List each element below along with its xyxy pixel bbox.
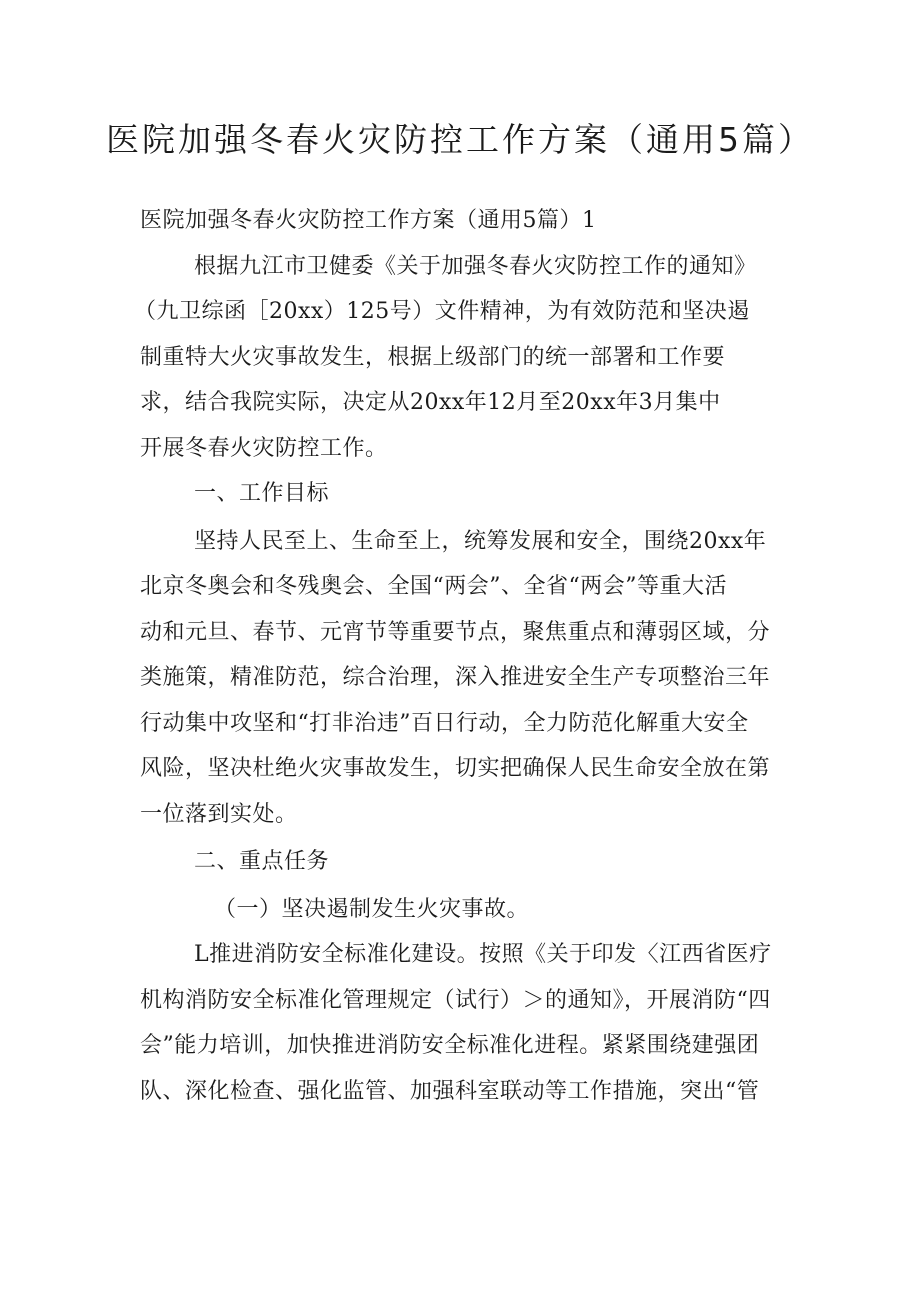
paragraph-line: 一位落到实处。: [140, 801, 298, 827]
section-subtitle: 医院加强冬春火灾防控工作方案（通用5篇）1: [140, 208, 597, 233]
heading-key-tasks: 二、重点任务: [194, 849, 330, 874]
paragraph-line: 类施策，精准防范，综合治理，深入推进安全生产专项整治三年: [140, 665, 771, 690]
paragraph-line: L推进消防安全标准化建设。按照《关于印发〈江西省医疗: [194, 942, 772, 967]
paragraph-line: 动和元旦、春节、元宵节等重要节点，聚焦重点和薄弱区域，分: [140, 619, 771, 645]
document-title: 医院加强冬春火灾防控工作方案（通用5篇）: [106, 120, 814, 159]
paragraph-line: 风险，坚决杜绝火灾事故发生，切实把确保人民生命安全放在第: [140, 756, 771, 781]
paragraph-line: 会”能力培训，加快推进消防安全标准化进程。紧紧围绕建强团: [140, 1033, 760, 1058]
document-body: [134, 198, 800, 1114]
paragraph-line: 北京冬奥会和冬残奥会、全国“两会”、全省“两会”等重大活: [140, 574, 727, 599]
paragraph-line: 行动集中攻坚和“打非治违”百日行动，全力防范化解重大安全: [140, 710, 749, 736]
paragraph-line: （九卫综函［20xx）125号）文件精神，为有效防范和坚决遏: [134, 299, 750, 324]
heading-work-goal: 一、工作目标: [194, 481, 330, 506]
paragraph-standardization: [140, 932, 800, 1114]
paragraph-line: 队、深化检查、强化监管、加强科室联动等工作措施，突出“管: [140, 1078, 760, 1104]
paragraph-intro: [134, 244, 800, 472]
paragraph-line: 制重特大火灾事故发生，根据上级部门的统一部署和工作要: [140, 344, 726, 370]
paragraph-line: 根据九江市卫健委《关于加强冬春火灾防控工作的通知》: [194, 253, 757, 279]
paragraph-line: 开展冬春火灾防控工作。: [140, 435, 388, 461]
paragraph-goal: [140, 519, 800, 838]
paragraph-line: 求，结合我院实际，决定从20xx年12月至20xx年3月集中: [140, 390, 721, 415]
subheading-prevent-fire: （一）坚决遏制发生火灾事故。: [214, 896, 530, 922]
paragraph-line: 坚持人民至上、生命至上，统筹发展和安全，围绕20xx年: [194, 528, 767, 554]
paragraph-line: 机构消防安全标准化管理规定（试行）＞的通知》，开展消防“四: [140, 987, 771, 1013]
